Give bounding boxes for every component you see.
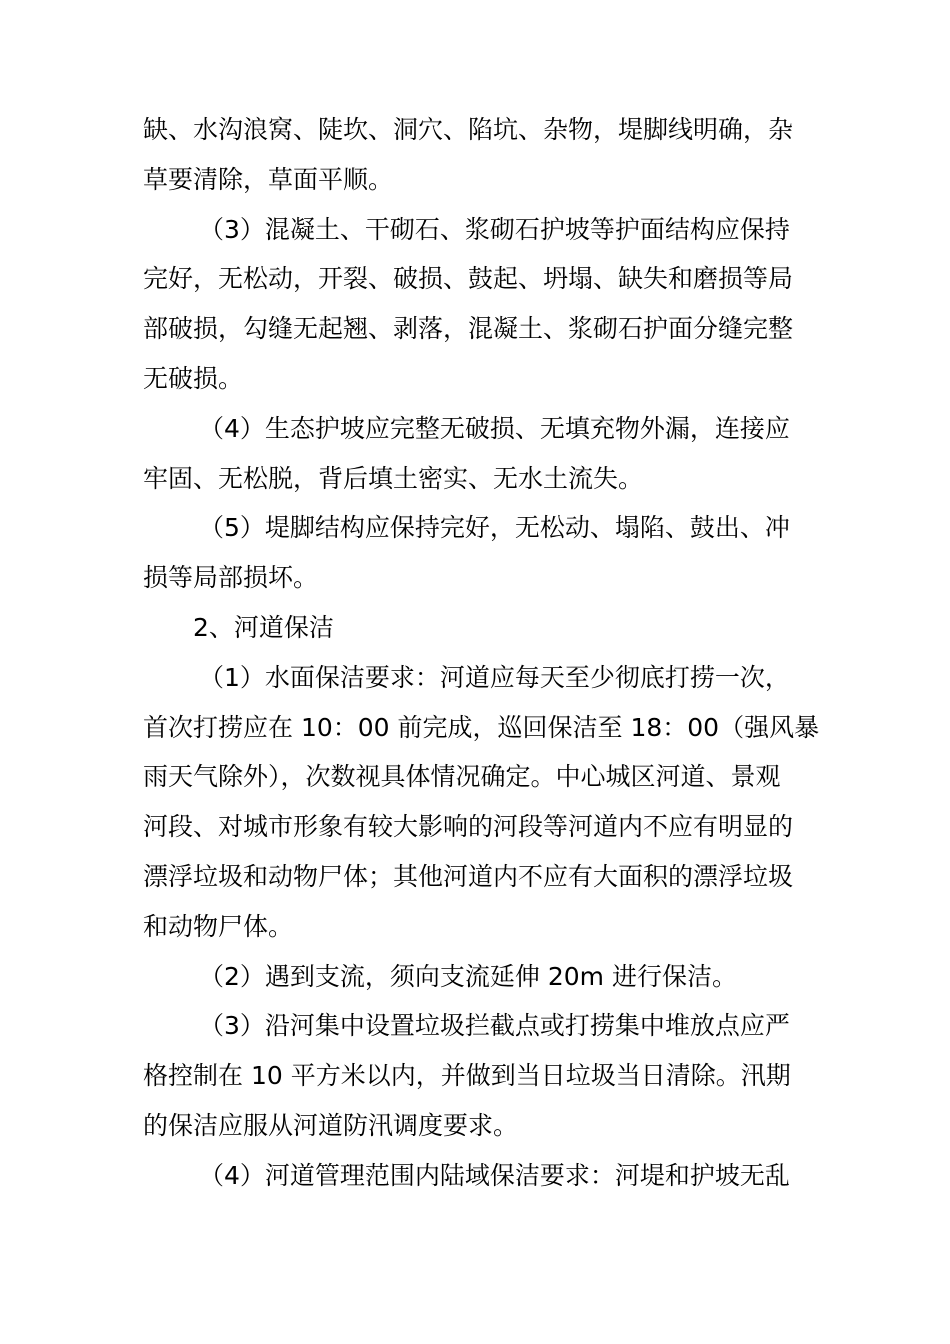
- text-line: 雨天气除外），次数视具体情况确定。中心城区河道、景观: [143, 762, 781, 792]
- text-line: 部破损，勾缝无起翘、剥落，混凝土、浆砌石护面分缝完整: [143, 314, 794, 344]
- list-item-4-line: （4）生态护坡应完整无破损、无填充物外漏，连接应: [199, 413, 790, 443]
- text-line: 牢固、无松脱，背后填土密实、无水土流失。: [143, 463, 644, 493]
- text-line: 漂浮垃圾和动物尸体；其他河道内不应有大面积的漂浮垃圾: [143, 861, 794, 891]
- text-line: 格控制在 10 平方米以内，并做到当日垃圾当日清除。汛期: [143, 1061, 791, 1091]
- text-line: 草要清除，草面平顺。: [143, 164, 394, 194]
- text-line: 和动物尸体。: [143, 911, 294, 941]
- text-line: 损等局部损坏。: [143, 563, 319, 593]
- list-item-2-line: （2）遇到支流，须向支流延伸 20m 进行保洁。: [199, 961, 737, 991]
- list-item-5-line: （5）堤脚结构应保持完好，无松动、塌陷、鼓出、冲: [199, 513, 790, 543]
- text-line: 缺、水沟浪窝、陡坎、洞穴、陷坑、杂物，堤脚线明确，杂: [143, 115, 794, 144]
- text-line: 河段、对城市形象有较大影响的河段等河道内不应有明显的: [143, 812, 794, 842]
- text-line: 首次打捞应在 10：00 前完成，巡回保洁至 18：00（强风暴: [143, 712, 820, 742]
- list-item-3-line: （3）混凝土、干砌石、浆砌石护坡等护面结构应保持: [199, 214, 790, 244]
- list-item-1-line: （1）水面保洁要求：河道应每天至少彻底打捞一次，: [199, 662, 790, 692]
- section-heading: 2、河道保洁: [193, 612, 334, 642]
- list-item-4b-line: （4）河道管理范围内陆域保洁要求：河堤和护坡无乱: [199, 1160, 790, 1190]
- text-line: 无破损。: [143, 363, 244, 393]
- body-text: [143, 105, 820, 1201]
- text-line: 完好，无松动，开裂、破损、鼓起、坍塌、缺失和磨损等局: [143, 264, 794, 294]
- text-line: 的保洁应服从河道防汛调度要求。: [143, 1110, 519, 1140]
- list-item-3b-line: （3）沿河集中设置垃圾拦截点或打捞集中堆放点应严: [199, 1011, 790, 1041]
